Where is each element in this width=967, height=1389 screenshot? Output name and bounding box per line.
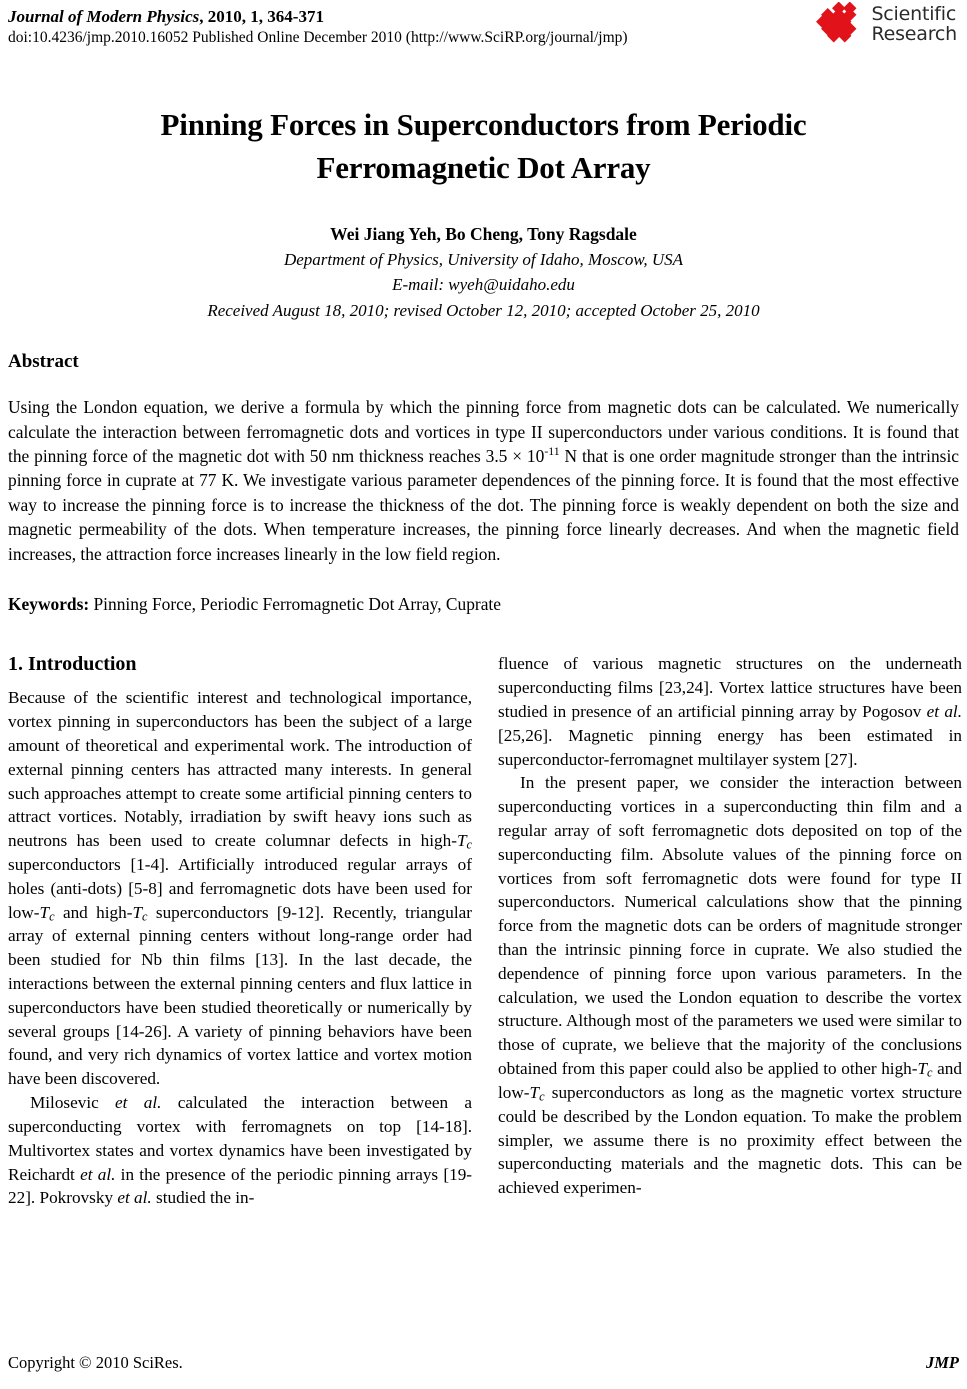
section-heading-introduction: [8, 652, 472, 676]
tc-subscript: c: [142, 909, 148, 924]
text-run: studied the in-: [151, 1188, 255, 1208]
masthead: [8, 0, 959, 62]
paragraph: [498, 771, 962, 1200]
author-affiliation: Department of Physics, University of Idaho, Moscow, USA: [283, 249, 684, 269]
tc-symbol: [132, 903, 147, 922]
text-run: and low-: [498, 1059, 962, 1102]
publisher-name-line1: Scientific: [871, 3, 957, 26]
tc-subscript: c: [927, 1065, 933, 1080]
page-footer: [8, 1353, 959, 1373]
right-column: [498, 652, 962, 1210]
copyright-notice: Copyright © 2010 SciRes.: [8, 1353, 183, 1372]
tc-letter: T: [529, 1082, 540, 1102]
tc-symbol: [917, 1059, 932, 1078]
text-run: and high-: [54, 902, 133, 922]
text-run: fluence of various magnetic structures on the underneath superconducting films [23,24]. Vortex lattice structures have been studied in presence of an artificial pinning array by Pogosov: [498, 654, 962, 721]
text-run: Milosevic: [30, 1093, 116, 1113]
submission-dates: Received August 18, 2010; revised October 12, 2010; accepted October 25, 2010: [207, 300, 760, 320]
journal-abbreviation: JMP: [926, 1353, 959, 1372]
section-number: 1.: [8, 653, 23, 676]
tc-letter: T: [132, 902, 142, 922]
abstract-exponent: -11: [544, 444, 560, 459]
paper-title: Pinning Forces in Superconductors from Periodic Ferromagnetic Dot Array: [160, 107, 807, 185]
keywords-line: [8, 592, 959, 616]
et-al: et al.: [117, 1188, 152, 1208]
abstract-text: [8, 395, 959, 566]
abstract-heading: Abstract: [8, 351, 79, 373]
keywords-label: Keywords:: [8, 593, 90, 614]
abstract-part-1: Using the London equation, we derive a formula by which the pinning force from magnetic dots can be calculated. We numerically calculate the interaction between ferromagnetic dots and vortices in type II superconductors under various conditions. It is found that the pinning force of the magnetic dot with 50 nm thickness reaches 3.5 × 10: [8, 397, 959, 467]
text-run: in the presence of the periodic pinning arrays [19-22]. Pokrovsky: [8, 1164, 473, 1208]
tc-letter: T: [39, 902, 50, 922]
body-columns: [8, 652, 962, 1210]
paragraph: [8, 686, 472, 1091]
text-run: calculated the interaction between a superconducting vortex with ferromagnets on top [14-18]. Multivortex states and vortex dynamics have been investigated by Reichardt: [8, 1093, 472, 1184]
email-label: E-mail: [392, 275, 439, 295]
scientific-research-diamonds-logo-icon: [814, 2, 866, 48]
et-al: et al.: [926, 701, 962, 721]
section-title: Introduction: [28, 653, 137, 676]
tc-subscript: c: [539, 1089, 545, 1104]
text-run: [25,26]. Magnetic pinning energy has been estimated in superconductor-ferromagnet multilayer system [27].: [498, 725, 962, 769]
text-run: superconductors [9-12]. Recently, triangular array of external pinning centers without long-range order had been studied for Nb thin films [13]. In the last decade, the interactions between the external pinning centers and flux lattice in superconductors have been studied theoretically or numerically by several groups [14-26]. A variety of pinning behaviors have been found, and very rich dynamics of vortex lattice and vortex motion have been discovered.: [8, 902, 472, 1089]
author-block: [8, 222, 959, 324]
tc-symbol: [457, 831, 472, 850]
author-email-line: E-mail: wyeh@uidaho.edu: [392, 275, 575, 295]
journal-name: Journal of Modern Physics: [8, 7, 200, 26]
tc-letter: T: [456, 831, 467, 851]
doi-line: doi:10.4236/jmp.2010.16052 Published Online December 2010 (http://www.SciRP.org/journal/jmp): [8, 29, 628, 47]
journal-volume-info: , 2010, 1, 364-371: [199, 7, 324, 26]
left-column: [8, 652, 472, 1210]
email-address: wyeh@uidaho.edu: [448, 275, 575, 295]
tc-letter: T: [917, 1059, 928, 1079]
paragraph: [498, 652, 962, 771]
tc-symbol: [530, 1083, 545, 1102]
tc-subscript: c: [49, 909, 55, 924]
publisher-name: [871, 5, 957, 45]
tc-symbol: [40, 903, 55, 922]
paragraph: [8, 1091, 472, 1210]
text-run: Because of the scientific interest and technological importance, vortex pinning in superconductors has been the subject of a large amount of theoretical and experimental work. The introduction of external pinning centers has attracted many interests. In general such approaches attempt to create some artificial pinning centers to attract vortices. Notably, irradiation by swift heavy ions such as neutrons has been used to create columnar defects in high-: [8, 688, 472, 851]
publisher-name-line2: Research: [871, 23, 957, 45]
et-al: et al.: [115, 1093, 162, 1113]
author-names: Wei Jiang Yeh, Bo Cheng, Tony Ragsdale: [330, 223, 637, 244]
text-run: superconductors [1-4]. Artificially introduced regular arrays of holes (anti-dots) [5-8] and ferromagnetic dots have been used for low-: [8, 854, 472, 922]
text-run: superconductors as long as the magnetic vortex structure could be described by the London equation. To make the problem simpler, we assume there is no proximity effect between the superconducting materials and the magnetic dots. This can be achieved experimen-: [498, 1082, 962, 1198]
keywords-values: Pinning Force, Periodic Ferromagnetic Dot Array, Cuprate: [89, 593, 501, 614]
et-al: et al.: [80, 1164, 116, 1184]
abstract-part-2: N that is one order magnitude stronger than the intrinsic pinning force in cuprate at 77 K. We investigate various parameter dependences of the pinning force. It is found that the most effective way to increase the pinning force is to increase the thickness of the dot. The pinning force is weakly dependent on both the size and magnetic permeability of the dots. When temperature increases, the pinning force linearly decreases. And when the magnetic field increases, the attraction force increases linearly in the low field region.: [8, 446, 959, 564]
text-run: In the present paper, we consider the interaction between superconducting vortices in a superconducting thin film and a regular array of soft ferromagnetic dots deposited on top of the superconducting film. Absolute values of the pinning force on vortices from soft ferromagnetic dots were found for type II superconductors. Numerical calculations show that the pinning force from the magnetic dots can be orders of magnitude stronger than the intrinsic pinning force in cuprate. We also studied the dependence of pinning force upon various parameters. In the calculation, we used the London equation to describe the vortex structure. Although most of the parameters we used were similar to those of cuprate, we believe that the majority of the conclusions obtained from this paper could also be applied to other high-: [498, 773, 962, 1079]
tc-subscript: c: [466, 837, 472, 852]
publisher-logo: [814, 2, 957, 48]
